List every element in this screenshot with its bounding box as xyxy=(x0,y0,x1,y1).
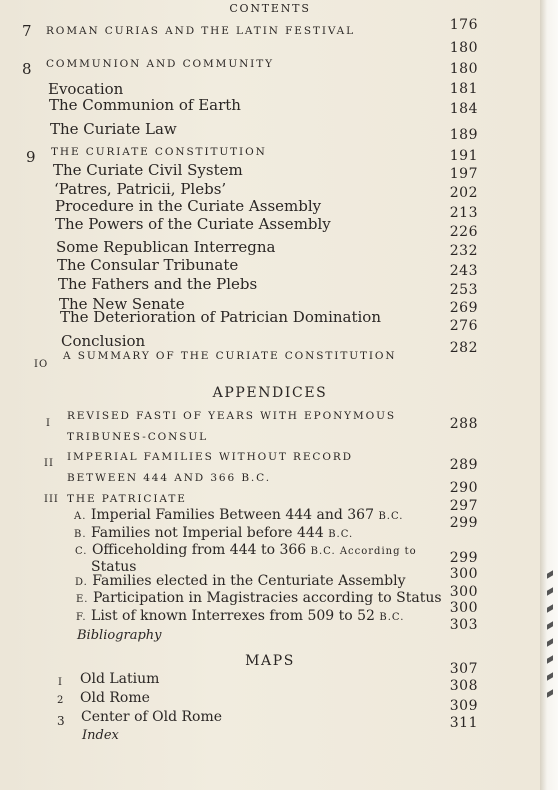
page-number: 189 xyxy=(449,127,478,143)
page-number: 269 xyxy=(449,300,478,316)
contents-heading: CONTENTS xyxy=(229,2,311,15)
list-item: The Deterioration of Patrician Domination xyxy=(60,308,381,326)
page-number: 232 xyxy=(449,243,478,259)
list-item xyxy=(74,525,353,541)
map-title: Old Latium xyxy=(80,671,160,687)
edge-print-marks xyxy=(544,560,556,740)
item-suffix: B.C. According to xyxy=(310,546,417,557)
adjacent-page-edge xyxy=(540,0,558,790)
map-number: 3 xyxy=(57,714,66,728)
item-text: Imperial Families Between 444 and 367 xyxy=(90,507,374,523)
page-number: 309 xyxy=(449,698,478,714)
chapter-number: 8 xyxy=(22,60,32,78)
list-item: The Curiate Civil System xyxy=(53,161,243,179)
list-item: The Curiate Law xyxy=(50,120,177,138)
item-text: Participation in Magistracies according to Status xyxy=(92,590,442,606)
list-item: The Consular Tribunate xyxy=(57,256,239,274)
list-item: The Fathers and the Plebs xyxy=(58,275,258,293)
map-title: Old Rome xyxy=(80,690,150,706)
page-number: 197 xyxy=(449,166,478,182)
appendix-title-cont: BETWEEN 444 AND 366 B.C. xyxy=(67,472,271,484)
appendix-title-cont: TRIBUNES-CONSUL xyxy=(67,431,208,443)
page-number: 243 xyxy=(449,263,478,279)
list-item: The Powers of the Curiate Assembly xyxy=(55,215,331,233)
page-number: 311 xyxy=(449,715,478,731)
list-item: Conclusion xyxy=(61,332,146,350)
page-number: 290 xyxy=(449,480,478,496)
page-number: 303 xyxy=(449,617,478,633)
list-item: Evocation xyxy=(48,80,124,98)
maps-heading: MAPS xyxy=(245,653,295,669)
chapter-number: 7 xyxy=(22,22,32,40)
page-number: 307 xyxy=(449,661,478,677)
chapter-title: COMMUNION AND COMMUNITY xyxy=(46,58,274,70)
page-number: 202 xyxy=(449,185,478,201)
item-text: Families not Imperial before 444 xyxy=(90,525,324,541)
page-number: 176 xyxy=(449,17,478,33)
appendix-title: THE PATRICIATE xyxy=(67,493,187,505)
appendix-title: IMPERIAL FAMILIES WITHOUT RECORD xyxy=(67,451,353,463)
item-text: Status xyxy=(91,559,137,575)
item-text: Families elected in the Centuriate Assembly xyxy=(92,573,406,589)
page-number: 184 xyxy=(449,101,478,117)
list-item: Procedure in the Curiate Assembly xyxy=(55,197,322,215)
page-number: 300 xyxy=(449,600,478,616)
chapter-title: THE CURIATE CONSTITUTION xyxy=(51,146,267,158)
page-number: 181 xyxy=(449,81,478,97)
map-title: Center of Old Rome xyxy=(81,709,223,725)
page-number: 276 xyxy=(449,318,478,334)
appendix-number: I xyxy=(46,418,51,429)
list-item: The New Senate xyxy=(59,295,185,313)
item-suffix: B.C. xyxy=(378,511,404,522)
appendix-number: III xyxy=(44,494,59,505)
page-number: 289 xyxy=(449,457,478,473)
item-letter: A. xyxy=(74,511,87,522)
page-number: 226 xyxy=(449,224,478,240)
item-letter: E. xyxy=(76,594,89,605)
appendix-title: REVISED FASTI OF YEARS WITH EPONYMOUS xyxy=(67,410,396,422)
list-item: ‘Patres, Patricii, Plebs’ xyxy=(54,180,227,198)
bibliography-entry: Bibliography xyxy=(77,628,162,643)
page-number: 297 xyxy=(449,498,478,514)
chapter-title: ROMAN CURIAS AND THE LATIN FESTIVAL xyxy=(46,25,355,37)
page-number: 253 xyxy=(449,282,478,298)
item-letter: F. xyxy=(76,612,87,623)
page-number: 191 xyxy=(449,148,478,164)
map-number: 2 xyxy=(57,695,65,706)
chapter-title: A SUMMARY OF THE CURIATE CONSTITUTION xyxy=(63,350,397,362)
page-number: 180 xyxy=(449,61,478,77)
page-number: 308 xyxy=(449,678,478,694)
item-letter: D. xyxy=(75,577,88,588)
list-item xyxy=(75,573,406,589)
page-number: 300 xyxy=(449,566,478,582)
list-item: Some Republican Interregna xyxy=(56,238,276,256)
chapter-number: IO xyxy=(34,359,49,370)
item-text: Officeholding from 444 to 366 xyxy=(91,542,307,558)
item-letter: B. xyxy=(74,529,87,540)
index-entry: Index xyxy=(82,728,119,743)
page-number: 299 xyxy=(449,550,478,566)
map-number: I xyxy=(58,677,63,688)
list-item xyxy=(75,542,417,558)
page-number: 288 xyxy=(449,416,478,432)
list-item xyxy=(76,590,442,606)
list-item xyxy=(76,608,404,624)
item-letter: C. xyxy=(75,546,88,557)
page-number: 213 xyxy=(449,205,478,221)
item-text: List of known Interrexes from 509 to 52 xyxy=(91,608,375,624)
page-number: 300 xyxy=(449,584,478,600)
appendices-heading: APPENDICES xyxy=(212,385,328,401)
list-item: The Communion of Earth xyxy=(49,96,241,114)
item-suffix: B.C. xyxy=(328,529,354,540)
page-number: 282 xyxy=(449,340,478,356)
page-number: 299 xyxy=(449,515,478,531)
list-item xyxy=(74,507,403,523)
appendix-number: II xyxy=(44,458,54,469)
page-number: 180 xyxy=(449,40,478,56)
item-suffix: B.C. xyxy=(379,612,405,623)
chapter-number: 9 xyxy=(26,148,36,166)
